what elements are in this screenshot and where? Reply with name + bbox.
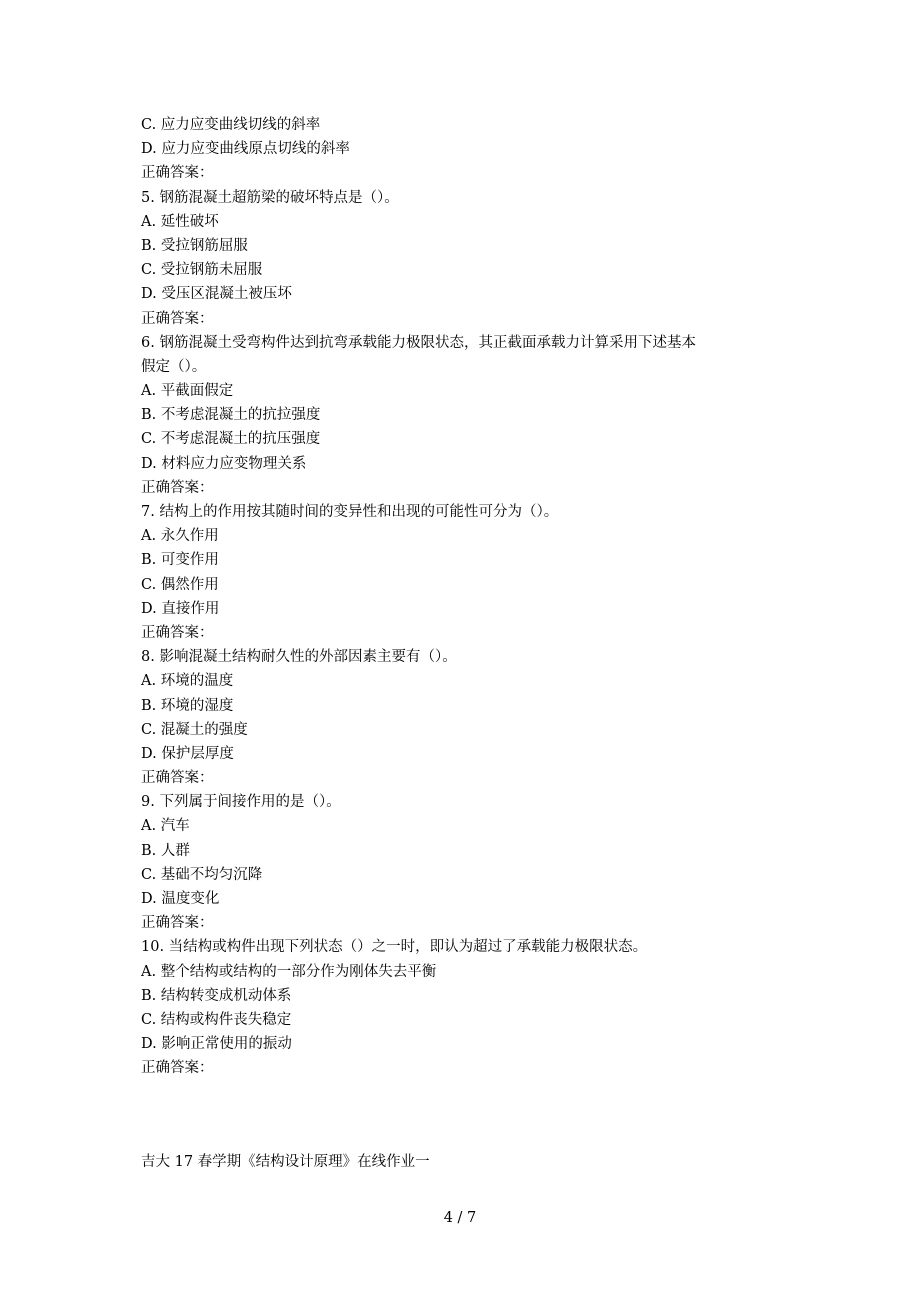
option-a-q8: A. 环境的温度 [141, 673, 234, 690]
option-d-q10: D. 影响正常使用的振动 [141, 1036, 292, 1053]
option-c-q10: C. 结构或构件丧失稳定 [141, 1011, 292, 1028]
option-a-q5: A. 延性破坏 [141, 213, 219, 230]
question-5: 5. 钢筋混凝土超筋梁的破坏特点是（）。 [141, 189, 399, 206]
option-c-q4: C. 应力应变曲线切线的斜率 [141, 117, 321, 133]
answer-label-q5: 正确答案： [141, 310, 214, 327]
question-8: 8. 影响混凝土结构耐久性的外部因素主要有（）。 [141, 649, 457, 666]
option-b-q8: B. 环境的湿度 [141, 697, 234, 714]
answer-label-q6: 正确答案： [141, 479, 214, 496]
option-a-q9: A. 汽车 [141, 818, 190, 835]
question-6-line-1: 6. 钢筋混凝土受弯构件达到抗弯承载能力极限状态，其正截面承载力计算采用下述基本 [141, 334, 696, 351]
option-b-q7: B. 可变作用 [141, 552, 219, 569]
document-body [141, 113, 791, 1081]
question-10: 10. 当结构或构件出现下列状态（）之一时，即认为超过了承载能力极限状态。 [141, 939, 648, 956]
option-d-q6: D. 材料应力应变物理关系 [141, 455, 307, 472]
option-c-q9: C. 基础不均匀沉降 [141, 866, 263, 883]
option-d-q8: D. 保护层厚度 [141, 745, 234, 762]
option-a-q7: A. 永久作用 [141, 528, 219, 545]
option-a-q10: A. 整个结构或结构的一部分作为刚体失去平衡 [141, 963, 437, 980]
footer-document-title: 吉大 17 春学期《结构设计原理》在线作业一 [141, 1154, 430, 1170]
question-9: 9. 下列属于间接作用的是（）。 [141, 794, 341, 811]
option-d-q9: D. 温度变化 [141, 891, 220, 907]
option-d-q5: D. 受压区混凝土被压坏 [141, 286, 292, 303]
option-c-q6: C. 不考虑混凝土的抗压强度 [141, 431, 321, 448]
option-b-q10: B. 结构转变成机动体系 [141, 987, 292, 1004]
option-b-q5: B. 受拉钢筋屈服 [141, 237, 248, 254]
answer-label-q8: 正确答案： [141, 770, 214, 787]
answer-label-q9: 正确答案： [141, 915, 214, 932]
option-b-q6: B. 不考虑混凝土的抗拉强度 [141, 407, 321, 424]
answer-label-q7: 正确答案： [141, 624, 214, 641]
page-number: 4 / 7 [443, 1210, 477, 1226]
question-6-line-2: 假定（）。 [141, 358, 207, 375]
option-c-q8: C. 混凝土的强度 [141, 721, 248, 738]
option-d-q7: D. 直接作用 [141, 600, 220, 617]
option-d-q4: D. 应力应变曲线原点切线的斜率 [141, 141, 350, 158]
answer-label-q10: 正确答案： [141, 1060, 214, 1077]
option-c-q5: C. 受拉钢筋未屈服 [141, 262, 263, 279]
option-c-q7: C. 偶然作用 [141, 576, 219, 593]
question-7: 7. 结构上的作用按其随时间的变异性和出现的可能性可分为（）。 [141, 504, 559, 520]
option-b-q9: B. 人群 [141, 842, 190, 859]
answer-label-q4: 正确答案： [141, 165, 214, 182]
option-a-q6: A. 平截面假定 [141, 383, 234, 400]
